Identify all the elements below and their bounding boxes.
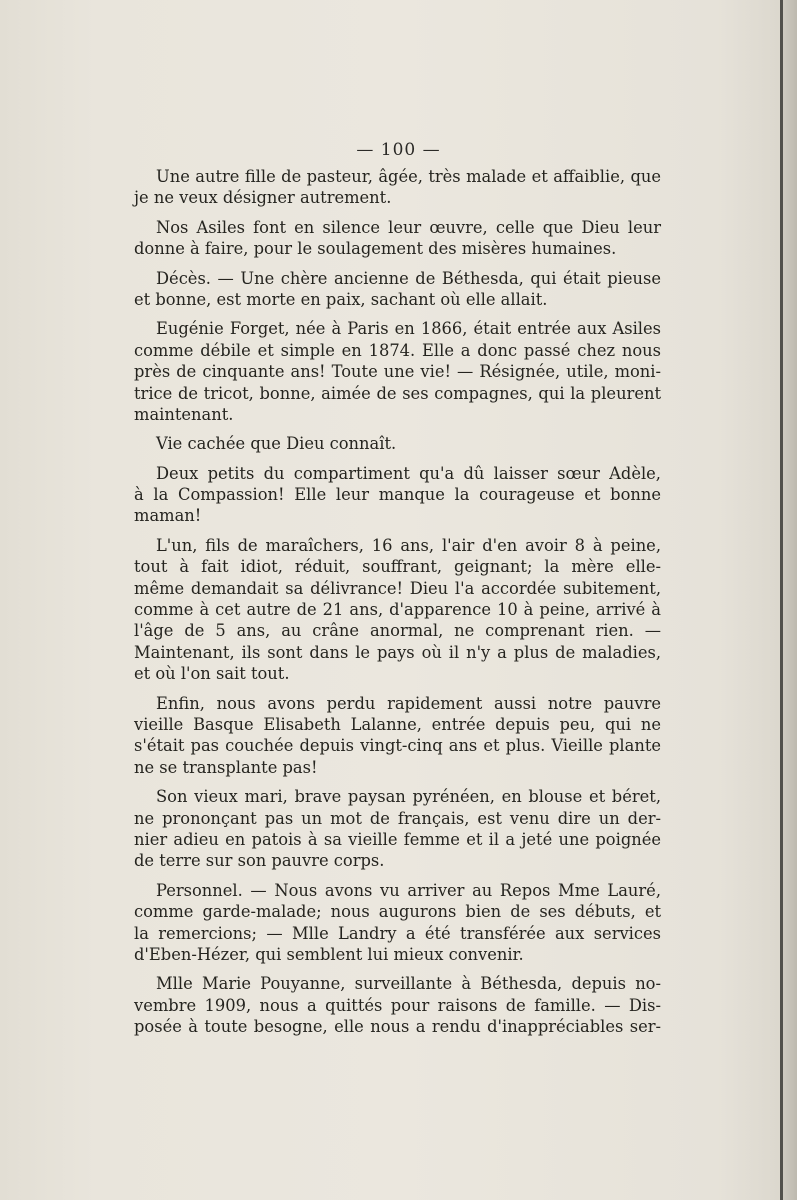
text-line: comme à cet autre de 21 ans, d'apparence 10 à peine, arrivé à <box>134 600 661 620</box>
text-line: Enfin, nous avons perdu rapidement aussi notre pauvre <box>156 693 661 713</box>
text-line: donne à faire, pour le soulagement des misères humaines. <box>134 239 617 259</box>
text-line: Mlle Marie Pouyanne, surveillante à Béthesda, depuis no- <box>156 974 661 994</box>
text-line: nier adieu en patois à sa vieille femme et il a jeté une poignée <box>134 829 661 849</box>
text-line: maintenant. <box>134 404 234 424</box>
text-line: ne prononçant pas un mot de français, est venu dire un der- <box>134 808 661 828</box>
text-line: posée à toute besogne, elle nous a rendu d'inappréciables ser- <box>134 1017 661 1037</box>
text-line: Vie cachée que Dieu connaît. <box>156 434 397 454</box>
page-binding-shadow <box>783 0 797 1200</box>
page-binding-edge <box>780 0 783 1200</box>
text-line: ne se transplante pas! <box>134 757 318 777</box>
text-line: l'âge de 5 ans, au crâne anormal, ne comprenant rien. — <box>134 621 661 641</box>
text-line: comme garde-malade; nous augurons bien de ses débuts, et <box>134 902 661 922</box>
text-line: Eugénie Forget, née à Paris en 1866, était entrée aux Asiles <box>156 319 661 339</box>
text-line: maman! <box>134 506 202 526</box>
text-line: trice de tricot, bonne, aimée de ses compagnes, qui la pleurent <box>134 383 661 403</box>
text-line: près de cinquante ans! Toute une vie! — Résignée, utile, moni- <box>134 362 661 382</box>
text-line: Décès. — Une chère ancienne de Béthesda, qui était pieuse <box>156 268 661 288</box>
text-line: à la Compassion! Elle leur manque la courageuse et bonne <box>134 485 661 505</box>
body-text <box>134 166 661 1037</box>
text-line: la remercions; — Mlle Landry a été transférée aux services <box>134 923 661 943</box>
text-line: vembre 1909, nous a quittés pour raisons de famille. — Dis- <box>134 995 661 1015</box>
text-line: Son vieux mari, brave paysan pyrénéen, en blouse et béret, <box>156 787 661 807</box>
text-line: Maintenant, ils sont dans le pays où il n'y a plus de maladies, <box>134 642 661 662</box>
text-line: Nos Asiles font en silence leur œuvre, celle que Dieu leur <box>156 217 661 237</box>
text-line: d'Eben-Hézer, qui semblent lui mieux convenir. <box>134 944 524 964</box>
text-line: L'un, fils de maraîchers, 16 ans, l'air d'en avoir 8 à peine, <box>156 535 661 555</box>
text-line: Deux petits du compartiment qu'a dû laisser sœur Adèle, <box>156 463 661 483</box>
text-line: tout à fait idiot, réduit, souffrant, geignant; la mère elle- <box>134 557 661 577</box>
text-line: et où l'on sait tout. <box>134 664 290 684</box>
text-line: Une autre fille de pasteur, âgée, très malade et affaiblie, que <box>156 167 661 186</box>
text-line: vieille Basque Elisabeth Lalanne, entrée depuis peu, qui ne <box>134 714 661 734</box>
text-line: même demandait sa délivrance! Dieu l'a accordée subitement, <box>134 578 661 598</box>
text-line: comme débile et simple en 1874. Elle a donc passé chez nous <box>134 340 661 360</box>
text-line: et bonne, est morte en paix, sachant où elle allait. <box>134 289 548 309</box>
text-line: s'était pas couchée depuis vingt-cinq ans et plus. Vieille plante <box>134 736 661 756</box>
text-line: je ne veux désigner autrement. <box>134 188 392 208</box>
text-line: de terre sur son pauvre corps. <box>134 851 385 871</box>
page-number: — 100 — <box>356 140 441 160</box>
text-line: Personnel. — Nous avons vu arriver au Repos Mme Lauré, <box>156 880 661 900</box>
